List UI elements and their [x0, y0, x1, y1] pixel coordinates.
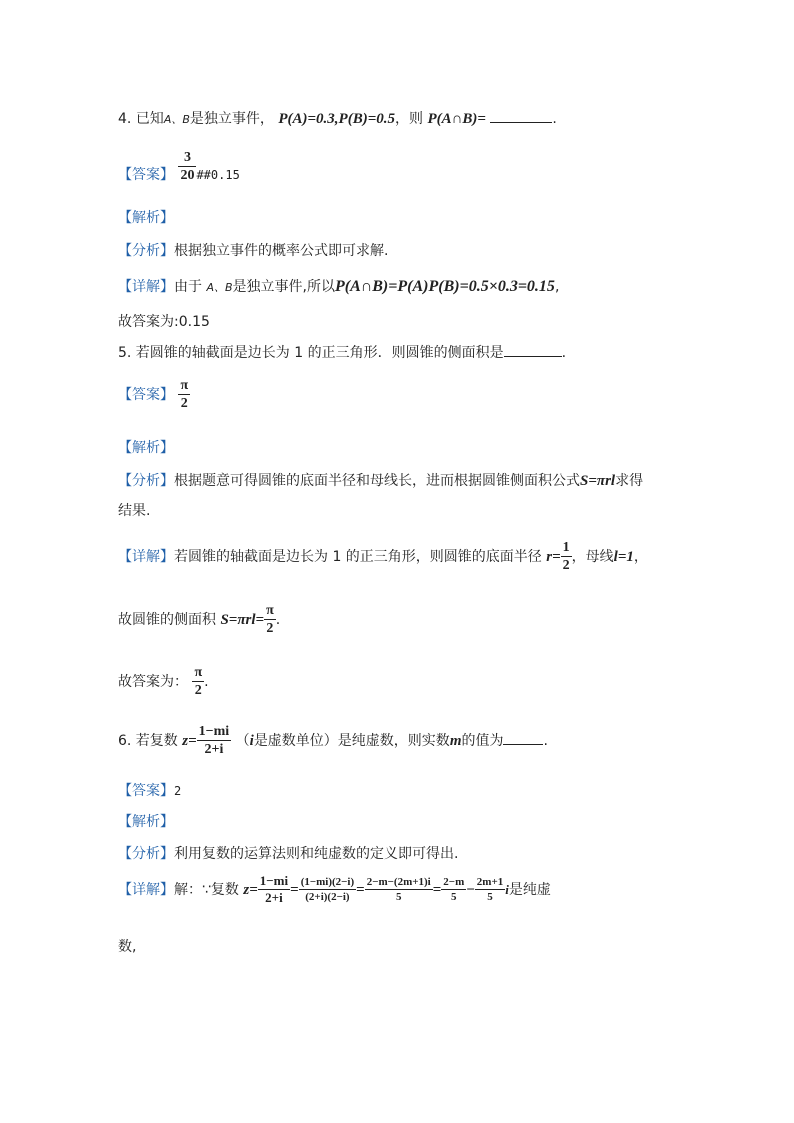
q6-paren-text: 是虚数单位）是纯虚数，则实数 [253, 732, 450, 749]
q5-xiangjie [118, 540, 648, 574]
xiangjie-tag: 【详解】 [118, 279, 174, 295]
q6-z-lhs: z= [182, 732, 197, 749]
q4-answer-alt: ##0.15 [196, 167, 240, 182]
q4-conclusion-text: 故答案为:0.15 [118, 314, 210, 330]
q4-xiangjie-formula: P(A∩B)=P(A)P(B)=0.5×0.3=0.15 [334, 278, 555, 295]
q5-area [118, 603, 280, 637]
answer-tag: 【答案】 [118, 166, 174, 183]
q4-stem-text-3: ，则 [395, 111, 424, 127]
q5-fenxi-text: 根据题意可得圆锥的底面半径和母线长，进而根据圆锥侧面积公式 [174, 473, 580, 489]
fraction-numerator: 1−mi [197, 724, 232, 741]
q6-fraction-2 [299, 876, 356, 903]
q5-answer-blank[interactable] [504, 356, 562, 357]
fraction-denominator: 2 [194, 683, 202, 699]
fenxi-tag: 【分析】 [118, 243, 174, 259]
q5-conclusion-end: . [204, 673, 209, 690]
fraction-numerator: (1−mi)(2−i) [299, 876, 356, 890]
q5-stem [118, 342, 566, 362]
fraction-numerator: 3 [178, 150, 196, 167]
q5-answer [118, 378, 190, 412]
xiangjie-tag: 【详解】 [118, 881, 174, 898]
q6-stem [118, 724, 548, 758]
fraction-denominator: (2+i)(2−i) [305, 891, 350, 904]
q6-i-tail: i [505, 881, 509, 897]
q6-xiangjie-text: 解：∵复数 [174, 881, 239, 898]
jiexi-tag: 【解析】 [118, 210, 174, 226]
q4-number: 4. [118, 111, 132, 127]
q5-r-lhs: r= [546, 548, 561, 565]
q6-paren-open: （ [235, 732, 250, 749]
q4-xiangjie-end: , [554, 279, 560, 295]
fraction-numerator: 2−m−(2m+1)i [365, 876, 433, 890]
q5-r-fraction [561, 540, 572, 574]
q5-fenxi-end: 求得 [615, 473, 644, 489]
q6-fraction-3 [365, 876, 433, 903]
q6-z2-lhs: z= [243, 881, 258, 898]
q5-mid-end: ， [633, 548, 648, 565]
q5-answer-fraction [178, 378, 190, 412]
q5-conclusion [118, 665, 209, 699]
fraction-numerator: π [178, 378, 190, 395]
q5-xiangjie-text: 若圆锥的轴截面是边长为 1 的正三角形，则圆锥的底面半径 [174, 548, 542, 565]
q5-fenxi-formula: S=πrl [580, 473, 616, 489]
q5-fenxi-line2 [118, 500, 150, 520]
fraction-denominator: 2+i [204, 742, 224, 758]
fraction-denominator: 5 [451, 891, 457, 904]
q6-stem-text: 6. 若复数 [118, 732, 178, 749]
q4-fenxi-text: 根据独立事件的概率公式即可求解. [174, 243, 389, 259]
q6-fraction-5 [475, 876, 505, 903]
q5-area-fraction [264, 603, 276, 637]
q5-area-text: 故圆锥的侧面积 [118, 611, 216, 628]
answer-tag: 【答案】 [118, 783, 174, 799]
q6-line2-text: 数, [118, 939, 137, 955]
q6-fraction-4 [441, 876, 466, 903]
q4-jiexi [118, 207, 174, 227]
q4-stem-text: 已知 [135, 111, 164, 127]
answer-tag: 【答案】 [118, 386, 174, 403]
fenxi-tag: 【分析】 [118, 473, 174, 489]
q6-answer-value: 2 [174, 784, 182, 798]
q4-fenxi [118, 240, 388, 260]
fraction-numerator: 1−mi [258, 874, 290, 890]
q4-conclusion [118, 311, 210, 331]
fraction-denominator: 2 [562, 558, 570, 574]
fraction-numerator: 1 [561, 540, 572, 557]
q6-fenxi-text: 利用复数的运算法则和纯虚数的定义即可得出. [174, 846, 459, 862]
q4-answer [118, 150, 240, 184]
q4-stem [118, 108, 557, 128]
q6-minus: − [466, 881, 475, 898]
q4-given-formula: P(A)=0.3,P(B)=0.5 [278, 111, 396, 127]
q4-answer-fraction [178, 150, 196, 184]
q6-eq-3: = [432, 881, 442, 898]
q6-stem-end: 的值为 [461, 732, 504, 749]
q4-end: . [552, 111, 557, 127]
jiexi-tag: 【解析】 [118, 814, 174, 830]
q4-xiangjie-text-2: 是独立事件,所以 [232, 279, 335, 295]
q5-jiexi [118, 437, 174, 457]
q5-area-end: . [275, 611, 281, 628]
fraction-numerator: 2m+1 [475, 876, 505, 890]
q6-fenxi [118, 843, 458, 863]
jiexi-tag: 【解析】 [118, 440, 174, 456]
xiangjie-tag: 【详解】 [118, 548, 174, 565]
q6-xiangjie-line2 [118, 936, 136, 956]
q4-xiangjie-events: A、B [206, 281, 233, 294]
fraction-denominator: 5 [395, 891, 402, 904]
q5-area-lhs: S=πrl= [220, 611, 265, 628]
fraction-numerator: π [192, 665, 204, 682]
q4-xiangjie-text: 由于 [174, 279, 202, 295]
q6-eq-1: = [290, 881, 299, 898]
q6-answer [118, 780, 181, 800]
fraction-denominator: 2 [266, 621, 274, 637]
fenxi-tag: 【分析】 [118, 846, 174, 862]
fraction-numerator: π [264, 603, 276, 620]
q6-eq-2: = [356, 881, 365, 898]
q5-end: . [561, 345, 567, 361]
fraction-denominator: 2 [180, 396, 188, 412]
q6-tail-text: 是纯虚 [508, 881, 551, 898]
q5-l-formula: l=1 [613, 548, 634, 565]
q4-target-formula: P(A∩B)= [427, 111, 486, 127]
q6-xiangjie [118, 874, 551, 906]
q4-xiangjie [118, 276, 559, 296]
q6-end: . [543, 732, 548, 749]
q5-fenxi [118, 470, 643, 490]
q5-conclusion-fraction [192, 665, 204, 699]
q4-stem-text-2: 是独立事件， [189, 111, 274, 127]
q5-stem-text: 5. 若圆锥的轴截面是边长为 1 的正三角形．则圆锥的侧面积是 [118, 345, 504, 361]
q5-mid-text: ，母线 [571, 548, 614, 565]
q6-answer-blank[interactable] [503, 744, 543, 745]
q6-m-symbol: m [449, 732, 462, 749]
q4-events: A、B [163, 113, 190, 126]
fraction-denominator: 2+i [265, 890, 283, 906]
q5-conclusion-text: 故答案为： [118, 673, 188, 690]
fraction-numerator: 2−m [441, 876, 466, 890]
fraction-denominator: 5 [487, 891, 493, 904]
q4-answer-blank[interactable] [490, 122, 552, 123]
q5-fenxi-line2-text: 结果. [118, 503, 151, 519]
q6-jiexi [118, 811, 174, 831]
q6-z-fraction [197, 724, 232, 758]
q6-fraction-1 [258, 874, 290, 906]
q6-i-symbol: i [249, 732, 254, 749]
fraction-denominator: 20 [180, 168, 195, 184]
